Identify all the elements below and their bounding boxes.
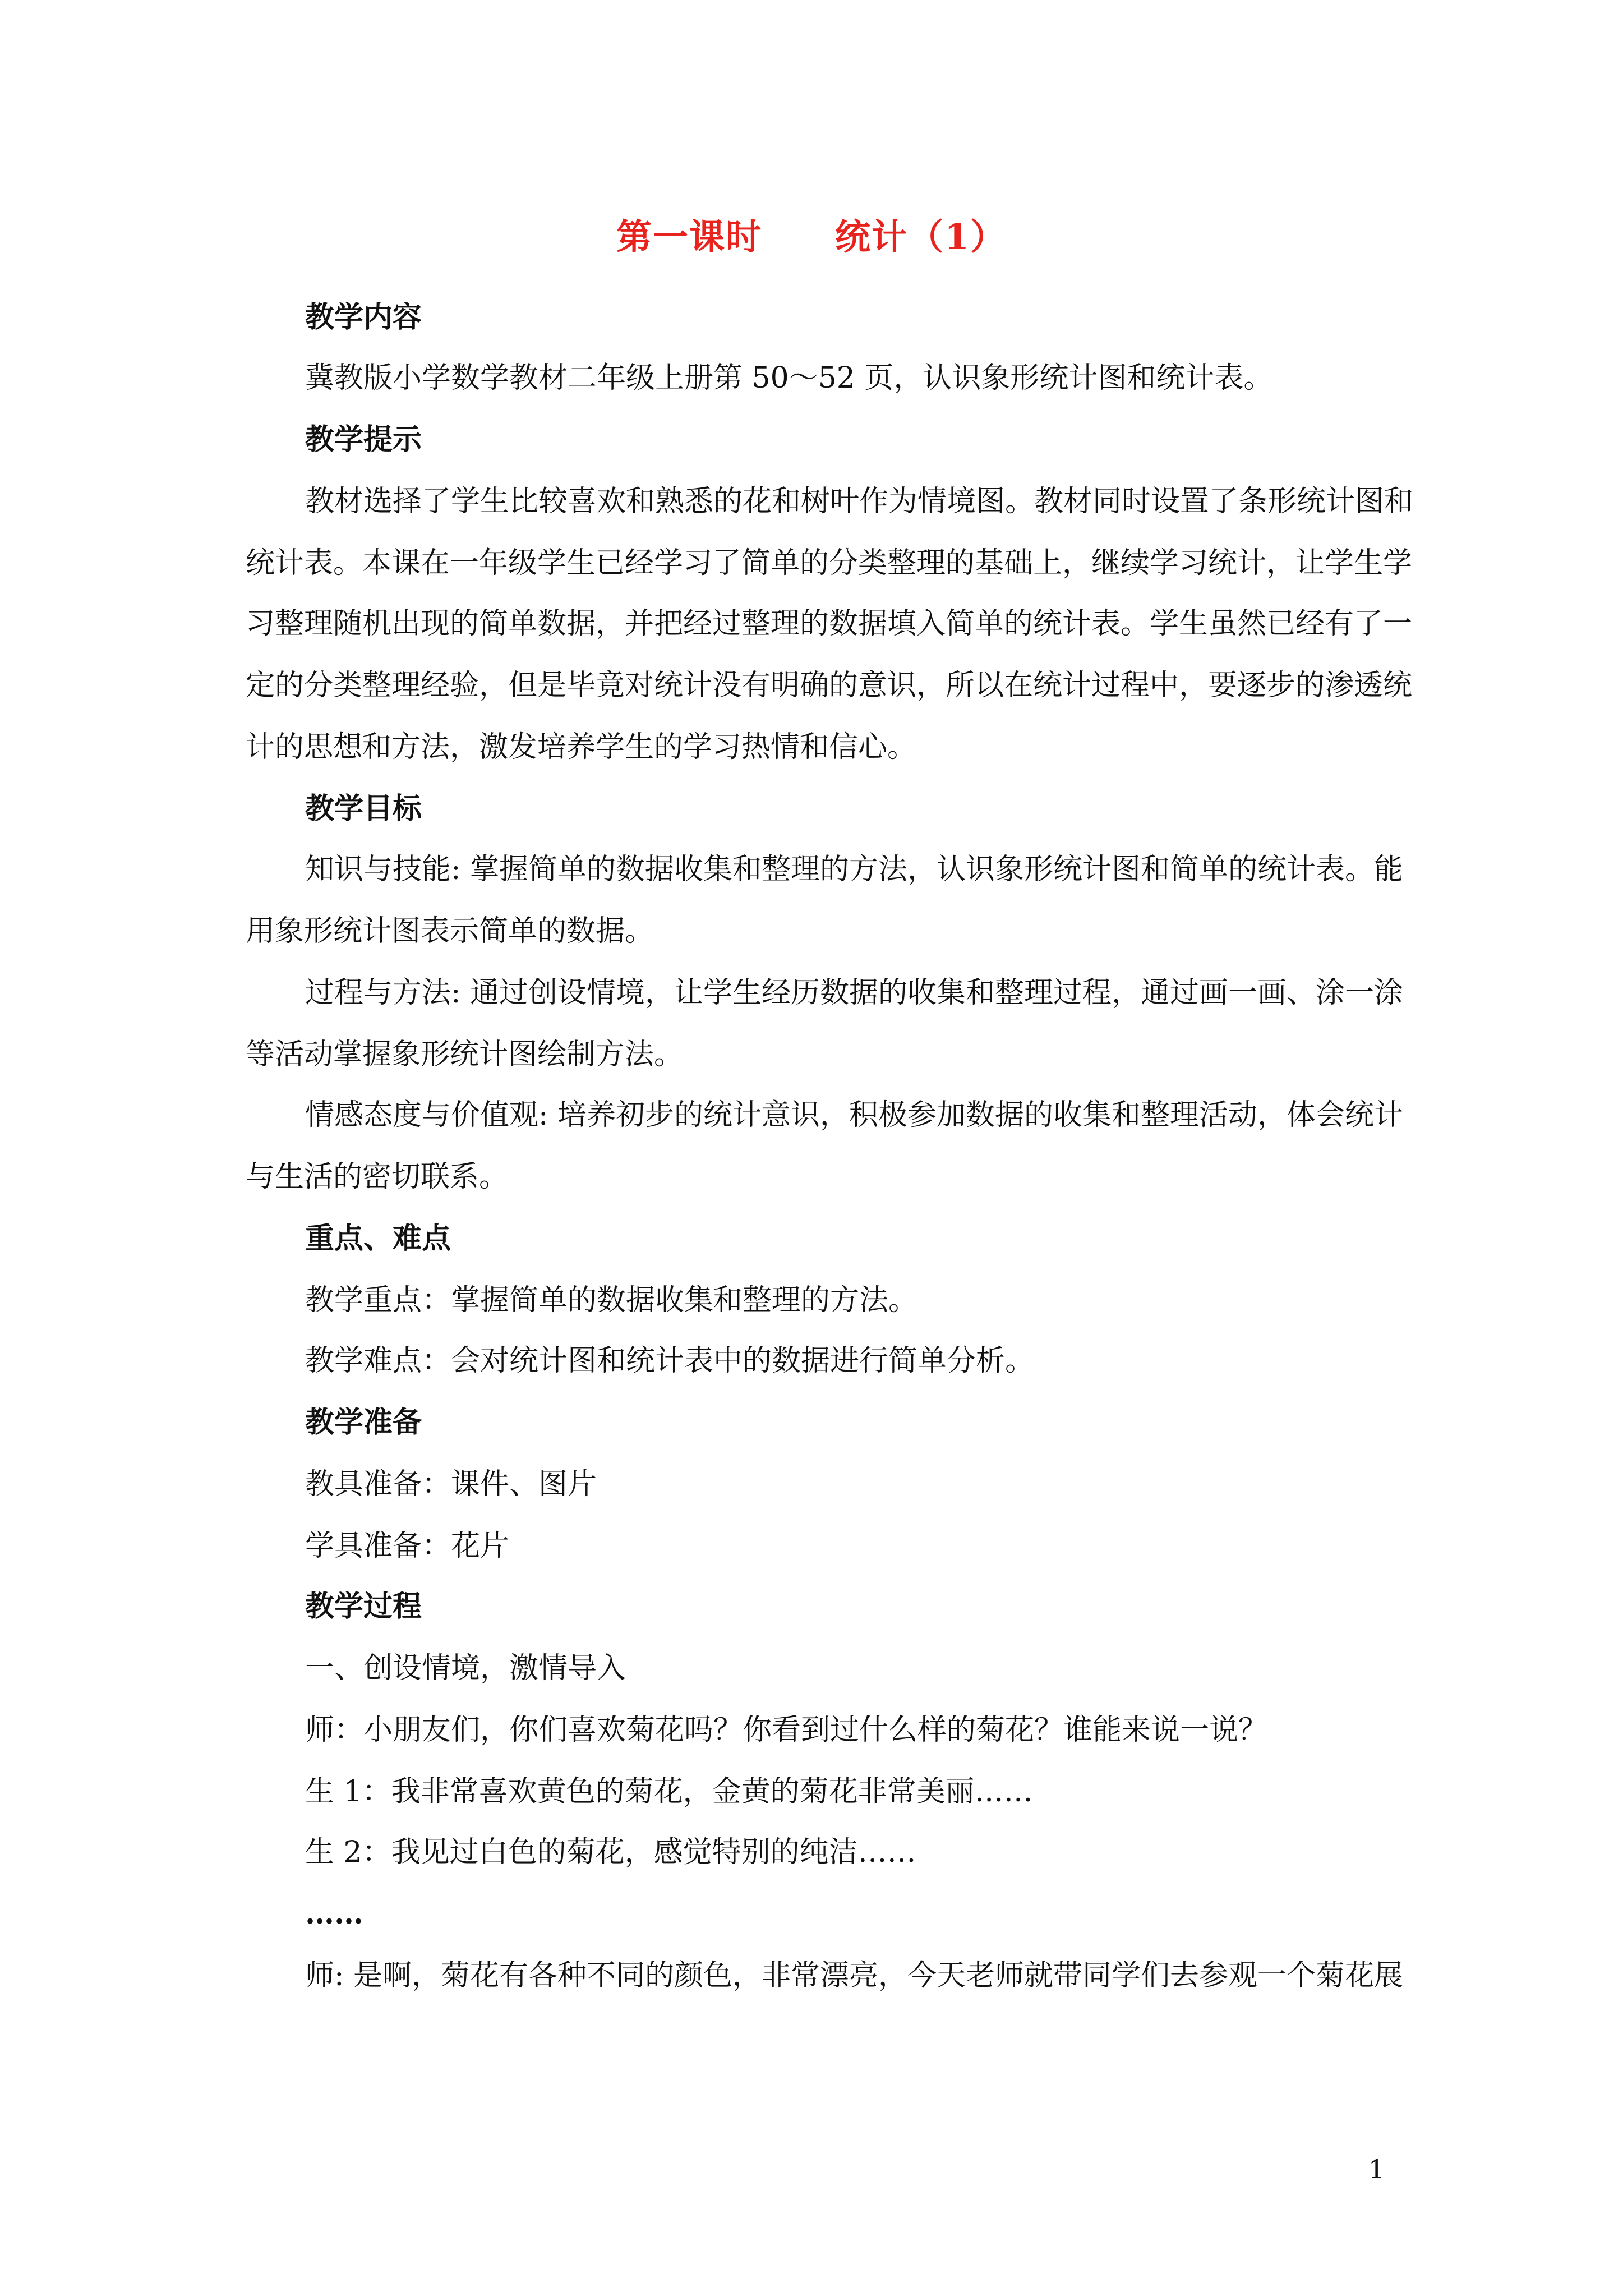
key-point-text: 教学重点：掌握简单的数据收集和整理的方法。 — [305, 1283, 918, 1317]
tips-line: 统计表。本课在一年级学生已经学习了简单的分类整理的基础上，继续学习统计，让学生学 — [246, 546, 1413, 580]
tips-line: 计的思想和方法，激发培养学生的学习热情和信心。 — [246, 730, 917, 764]
heading-teaching-prep: 教学准备 — [305, 1405, 422, 1439]
page-number: 1 — [1368, 2154, 1385, 2184]
goal-process-line: 等活动掌握象形统计图绘制方法。 — [246, 1038, 684, 1071]
difficulty-text: 教学难点：会对统计图和统计表中的数据进行简单分析。 — [305, 1344, 1035, 1378]
tips-line: 定的分类整理经验，但是毕竟对统计没有明确的意识，所以在统计过程中，要逐步的渗透统 — [246, 669, 1413, 702]
teacher-prep-text: 教具准备：课件、图片 — [305, 1467, 597, 1501]
heading-teaching-tips: 教学提示 — [305, 422, 422, 457]
page-title: 第一课时 统计（1） — [616, 216, 1007, 257]
dialog-teacher: 师: 是啊，菊花有各种不同的颜色，非常漂亮，今天老师就带同学们去参观一个菊花展 — [305, 1959, 1404, 1993]
tips-line: 教材选择了学生比较喜欢和熟悉的花和树叶作为情境图。教材同时设置了条形统计图和 — [305, 485, 1414, 518]
goal-attitude-line: 情感态度与价值观: 培养初步的统计意识，积极参加数据的收集和整理活动，体会统计 — [305, 1098, 1404, 1132]
dialog-student: 生 2：我见过白色的菊花，感觉特别的纯洁…… — [305, 1835, 916, 1869]
goal-attitude-line: 与生活的密切联系。 — [246, 1160, 509, 1194]
dialog-teacher: 师：小朋友们，你们喜欢菊花吗？你看到过什么样的菊花？谁能来说一说？ — [305, 1713, 1268, 1747]
heading-teaching-process: 教学过程 — [305, 1589, 422, 1623]
student-prep-text: 学具准备：花片 — [305, 1529, 510, 1563]
tips-line: 习整理随机出现的简单数据，并把经过整理的数据填入简单的统计表。学生虽然已经有了一 — [246, 607, 1413, 641]
heading-teaching-goals: 教学目标 — [305, 792, 422, 826]
dialog-ellipsis: …… — [305, 1897, 363, 1931]
process-step-1: 一、创设情境，激情导入 — [305, 1651, 626, 1685]
goal-knowledge-line: 用象形统计图表示简单的数据。 — [246, 914, 654, 948]
goal-process-line: 过程与方法: 通过创设情境，让学生经历数据的收集和整理过程，通过画一画、涂一涂 — [305, 976, 1404, 1010]
heading-teaching-content: 教学内容 — [305, 300, 422, 334]
heading-key-points: 重点、难点 — [305, 1221, 451, 1255]
goal-knowledge-line: 知识与技能: 掌握简单的数据收集和整理的方法，认识象形统计图和简单的统计表。能 — [305, 853, 1404, 886]
dialog-student: 生 1：我非常喜欢黄色的菊花，金黄的菊花非常美丽…… — [305, 1775, 1033, 1809]
teaching-content-text: 冀教版小学数学教材二年级上册第 50～52 页，认识象形统计图和统计表。 — [305, 361, 1273, 395]
